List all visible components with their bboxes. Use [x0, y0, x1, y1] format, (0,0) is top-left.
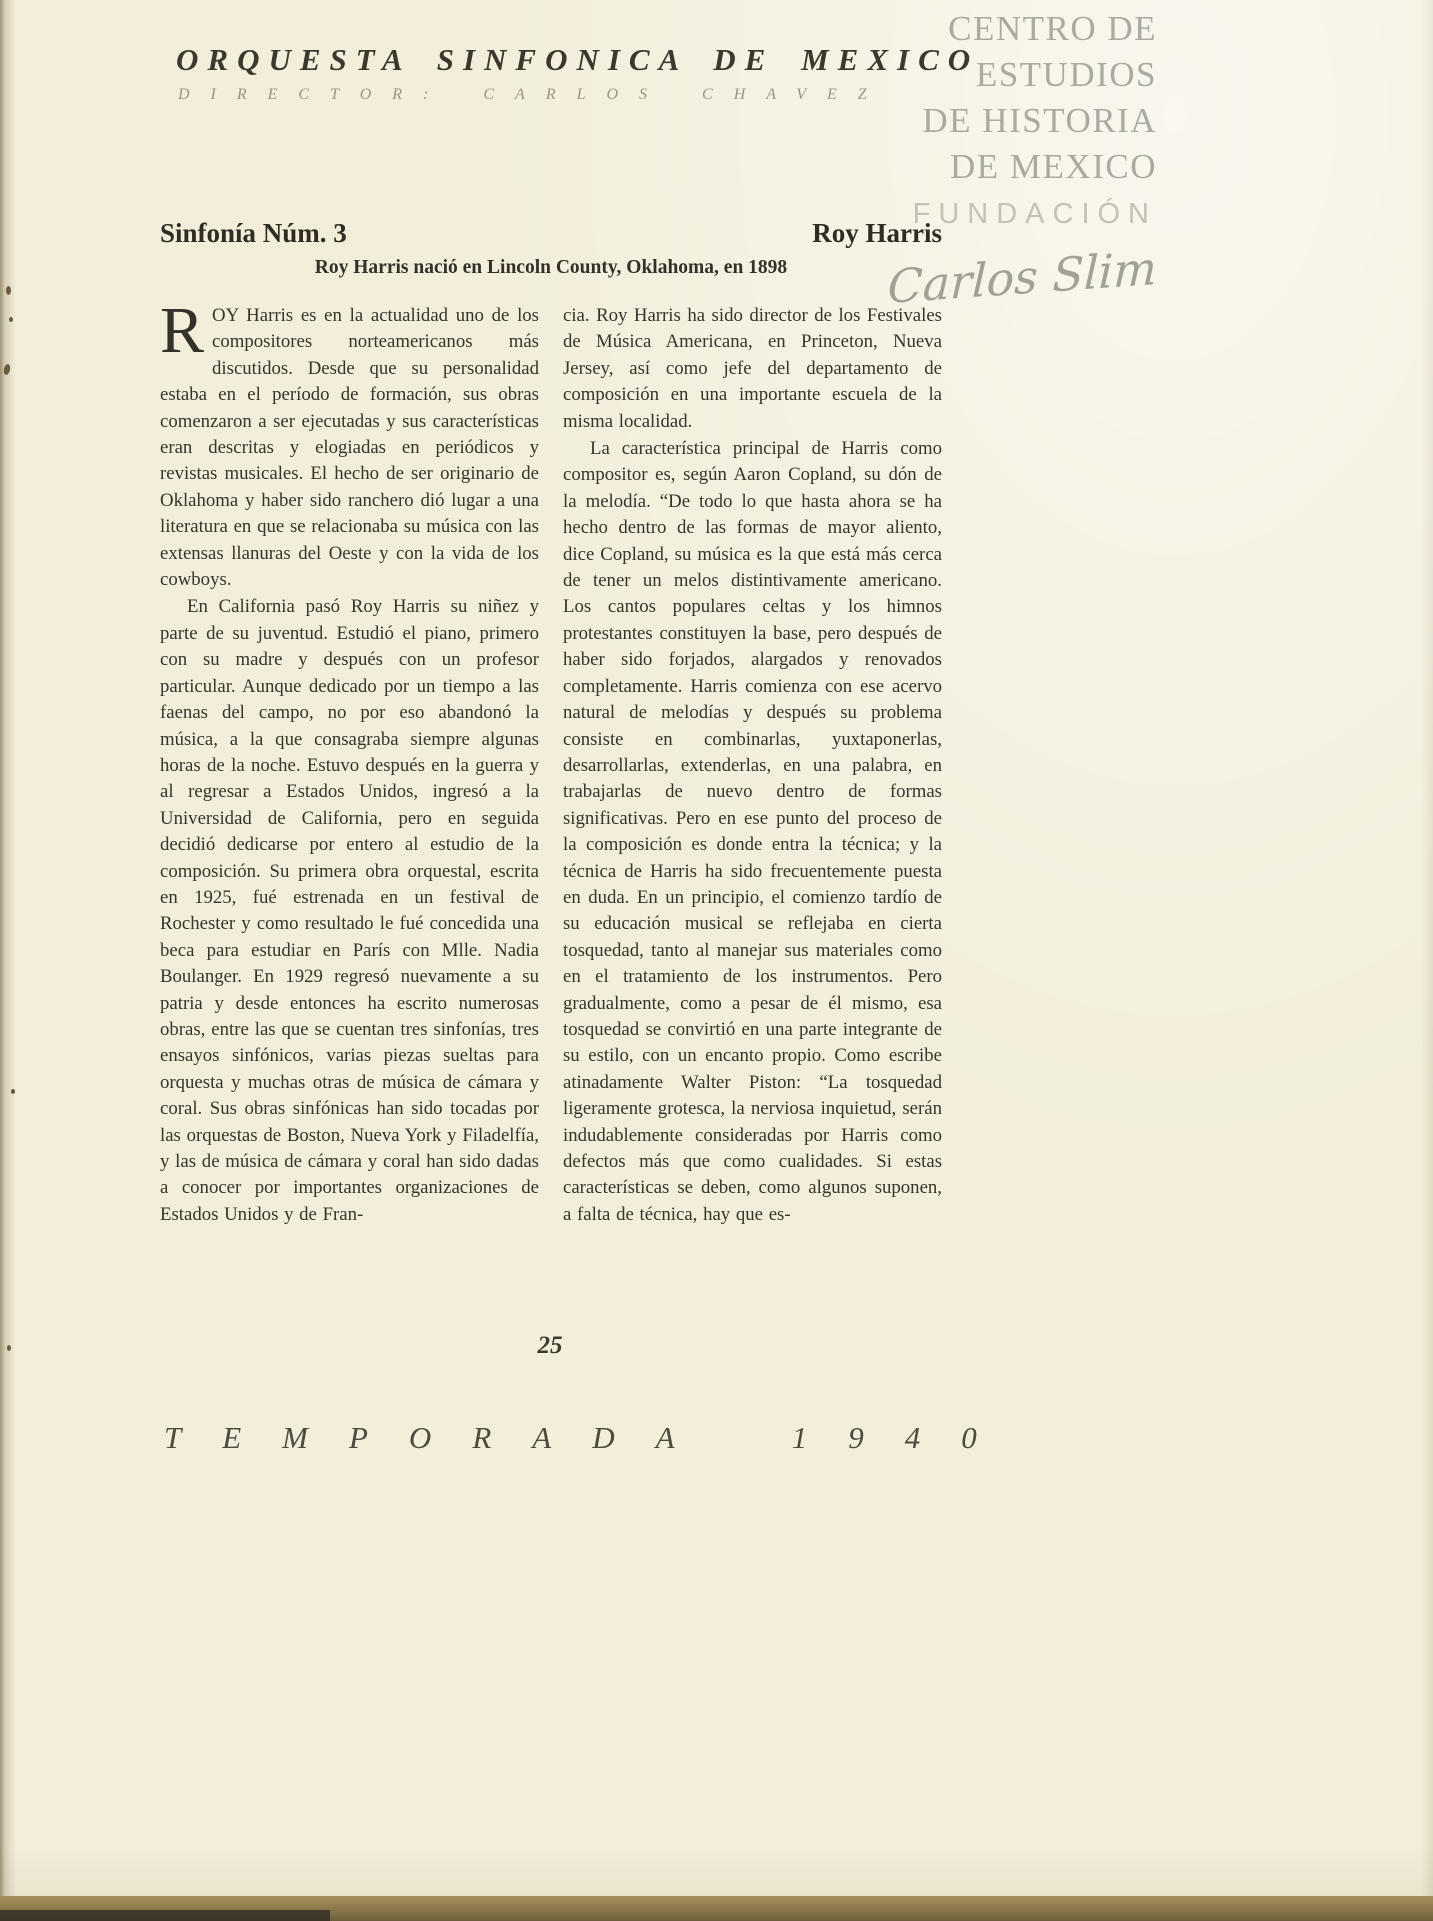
title-row — [160, 218, 942, 249]
watermark-foundation: FUNDACIÓN — [912, 198, 1157, 230]
watermark-line-estudios: ESTUDIOS — [975, 55, 1157, 94]
right-column — [563, 303, 942, 1228]
paper-speck — [6, 286, 11, 295]
paper-speck — [3, 363, 11, 375]
left-column — [160, 294, 539, 1228]
paper-speck — [9, 317, 13, 322]
paragraph — [160, 294, 539, 593]
paper-speck — [7, 1345, 11, 1351]
page-bottom-shadow — [0, 1910, 330, 1921]
watermark-line-centro-de: CENTRO DE — [948, 9, 1157, 48]
paragraph: cia. Roy Harris ha sido director de los Festivales de Música Americana, en Princeton, Nueva Jersey, así como jefe del departamento de composición en una importante escuela de la misma localidad. — [563, 305, 942, 432]
composer-name: Roy Harris — [812, 218, 942, 248]
composer-bio-line: Roy Harris nació en Lincoln County, Oklahoma, en 1898 — [314, 257, 788, 278]
paper-speck — [11, 1089, 15, 1094]
piece-title: Sinfonía Núm. 3 — [160, 218, 347, 248]
orchestra-title: ORQUESTA SINFONICA DE MEXICO — [176, 42, 980, 77]
paragraph: En California pasó Roy Harris su niñez y parte de su juventud. Estudió el piano, primero con su madre y después con un profesor particular. Aunque dedicado por un tiempo a las faenas del campo, no por eso abandonó la música, a la que consagraba siempre algunas horas de la noche. Estuvo después en la guerra y al regresar a Estados Unidos, ingresó a la Universidad de California, pero en seguida decidió dedicarse por entero al estudio de la composición. Su primera obra orquestal, escrita en 1925, fué estrenada en un festival de Rochester y como resultado le fué concedida una beca para estudiar en París con Mlle. Nadia Boulanger. En 1929 regresó nuevamente a su patria y desde entonces ha escrito numerosas obras, entre las que se cuentan tres sinfonías, tres ensayos sinfónicos, varias piezas sueltas para orquesta y muchas otras de música de cámara y coral. Sus obras sinfónicas han sido tocadas por las orquestas de Boston, Nueva York y Filadelfía, y las de música de cámara y coral han sido dadas a conocer por importantes organizaciones de Estados Unidos y de Fran- — [160, 596, 539, 1225]
paragraph: La característica principal de Harris como compositor es, según Aaron Copland, su dón de la melodía. “De todo lo que hasta ahora se ha hecho dentro de las formas de mayor aliento, dice Copland, su música es la que está más cerca de tener un melos distintivamente americano. Los cantos populares celtas y los himnos protestantes constituyen la base, pero después de haber sido forjados, alargados y renovados completamente. Harris comienza con ese acervo natural de melodías y después su problema consiste en combinarlas, yuxtaponerlas, desarrollarlas, extenderlas, en una palabra, en trabajarlas de nuevo dentro de formas significativas. Pero en ese punto del proceso de la composición es donde entra la técnica; y la técnica de Harris ha sido frecuentemente puesta en duda. En un principio, el comienzo tardío de su educación musical se reflejaba en cierta tosquedad, tanto al manejar sus materiales como en el tratamiento de los instrumentos. Pero gradualmente, como a pesar de él mismo, esa tosquedad se convirtió en una parte integrante de su estilo, con un encanto propio. Como escribe atinadamente Walter Piston: “La tosquedad ligeramente grotesca, la nerviosa inquietud, serán indudablemente consideradas por Harris como defectos más que como cualidades. Si estas características se deben, como algunos suponen, a falta de técnica, hay que es- — [563, 438, 942, 1225]
director-line: DIRECTOR: CARLOS CHAVEZ — [178, 86, 888, 103]
watermark-line-de-mexico: DE MEXICO — [950, 147, 1157, 186]
dropcap-letter: R — [160, 294, 205, 367]
page-number: 25 — [537, 1332, 563, 1359]
paragraph-text: OY Harris es en la actualidad uno de los compositores norteamericanos más discutidos. Desde que su personalidad estaba en el período de formación, sus obras comenzaron a ser ejecutadas y sus características eran descritas y elogiadas en periódicos y revistas musicales. El hecho de ser originario de Oklahoma y haber sido ranchero dió lugar a una literatura en que se relacionaba su música con las extensas llanuras del Oeste y con la vida de los cowboys. — [160, 305, 539, 591]
watermark-line-de-historia: DE HISTORIA — [922, 101, 1157, 140]
watermark-signature: Carlos Slim — [886, 240, 1158, 314]
season-footer: TEMPORADA 1940 — [164, 1420, 1018, 1455]
page-left-edge — [0, 0, 5, 1921]
